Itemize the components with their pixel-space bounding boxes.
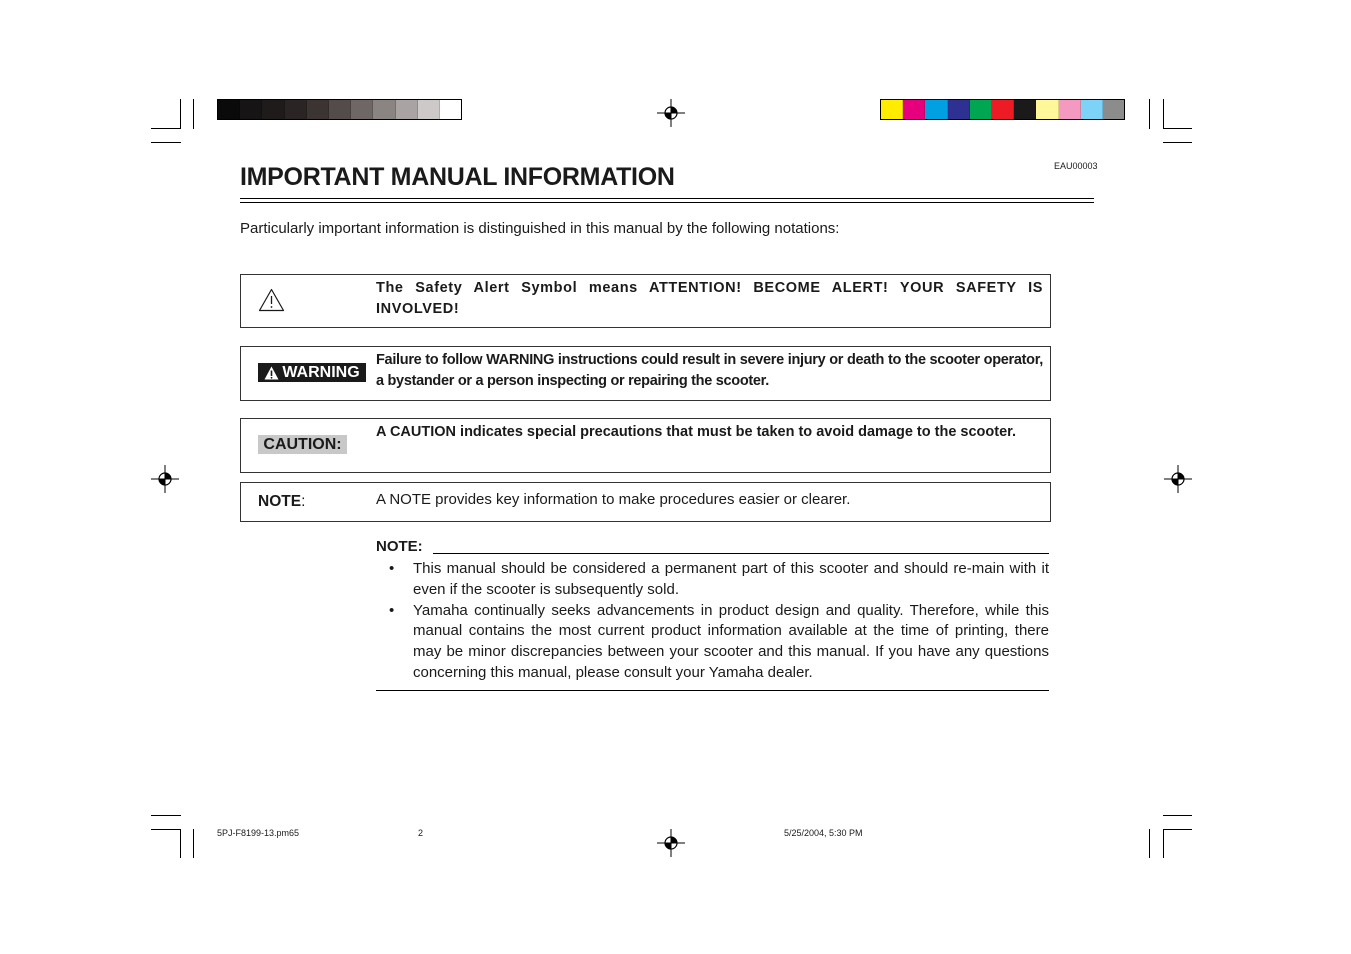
crop-mark: [180, 99, 181, 129]
registration-mark-icon: [657, 99, 685, 127]
note-section-bottom-rule: [376, 690, 1049, 691]
color-swatch: [1059, 100, 1081, 119]
color-swatch: [373, 100, 395, 119]
warning-label-text: WARNING: [282, 363, 360, 381]
warning-triangle-icon: [258, 288, 285, 312]
color-swatch: [396, 100, 418, 119]
color-swatch: [240, 100, 262, 119]
caution-box: [240, 418, 1051, 473]
color-swatch: [285, 100, 307, 119]
crop-mark: [1149, 829, 1150, 858]
color-swatch: [992, 100, 1014, 119]
crop-mark: [1163, 829, 1164, 858]
crop-mark: [193, 99, 194, 129]
safety-alert-text: The Safety Alert Symbol means ATTENTION! BECOME ALERT! YOUR SAFETY IS INVOLVED!: [376, 280, 1043, 317]
crop-mark: [1163, 815, 1192, 816]
crop-mark: [1163, 142, 1192, 143]
note-section-rule: [433, 553, 1049, 554]
registration-mark-icon: [657, 829, 685, 857]
color-swatch: [881, 100, 903, 119]
page-title: IMPORTANT MANUAL INFORMATION: [240, 163, 675, 191]
caution-label: CAUTION:: [258, 435, 347, 454]
color-swatch: [948, 100, 970, 119]
crop-mark: [193, 829, 194, 858]
color-swatch: [1036, 100, 1058, 119]
color-swatch: [218, 100, 240, 119]
process-color-bar: [880, 99, 1125, 120]
registration-mark-icon: [1164, 465, 1192, 493]
crop-mark: [151, 142, 181, 143]
color-swatch: [970, 100, 992, 119]
document-code: EAU00003: [1054, 161, 1098, 171]
registration-mark-icon: [151, 465, 179, 493]
color-swatch: [1103, 100, 1124, 119]
warning-triangle-icon: [264, 366, 279, 380]
crop-mark: [151, 815, 181, 816]
note-list: [376, 559, 1049, 684]
crop-mark: [1163, 829, 1192, 830]
color-swatch: [351, 100, 373, 119]
warning-text: Failure to follow WARNING instructions could result in severe injury or death to the scooter operator, a bystander or a person inspecting or repairing the scooter.: [376, 352, 1043, 389]
color-swatch: [329, 100, 351, 119]
list-item: • This manual should be considered a permanent part of this scooter and should re-main with it even if the scooter is subsequently sold.: [376, 559, 1049, 601]
color-swatch: [418, 100, 440, 119]
color-swatch: [903, 100, 925, 119]
caution-text: A CAUTION indicates special precautions that must be taken to avoid damage to the scooter.: [376, 424, 1017, 440]
list-item: • Yamaha continually seeks advancements in product design and quality. Therefore, while this manual contains the most current product information available at the time of printing, there may be minor discrepancies between your scooter and this manual. If you have any questions concerning this manual, please consult your Yamaha dealer.: [376, 601, 1049, 684]
footer-page-number: 2: [418, 828, 424, 838]
warning-box: [240, 346, 1051, 401]
crop-mark: [151, 128, 181, 129]
crop-mark: [1149, 99, 1150, 129]
color-swatch: [440, 100, 461, 119]
grayscale-color-bar: [217, 99, 462, 120]
footer-filename: 5PJ-F8199-13.pm65: [217, 828, 300, 838]
crop-mark: [151, 829, 181, 830]
color-swatch: [925, 100, 947, 119]
note-section-heading: NOTE:: [376, 538, 423, 555]
intro-paragraph: Particularly important information is distinguished in this manual by the following notations:: [240, 220, 840, 237]
color-swatch: [1081, 100, 1103, 119]
crop-mark: [1163, 99, 1164, 129]
safety-alert-box: [240, 274, 1051, 328]
note-text: A NOTE provides key information to make procedures easier or clearer.: [376, 491, 851, 508]
note-box: [240, 482, 1051, 522]
color-swatch: [262, 100, 284, 119]
note-label: NOTE:: [258, 493, 306, 510]
footer-timestamp: 5/25/2004, 5:30 PM: [784, 828, 863, 838]
color-swatch: [1014, 100, 1036, 119]
crop-mark: [1163, 128, 1192, 129]
crop-mark: [180, 829, 181, 858]
warning-label: [258, 363, 366, 382]
note-label-text: NOTE: [258, 493, 302, 510]
title-rule: [240, 202, 1094, 203]
color-swatch: [307, 100, 329, 119]
title-rule: [240, 198, 1094, 199]
